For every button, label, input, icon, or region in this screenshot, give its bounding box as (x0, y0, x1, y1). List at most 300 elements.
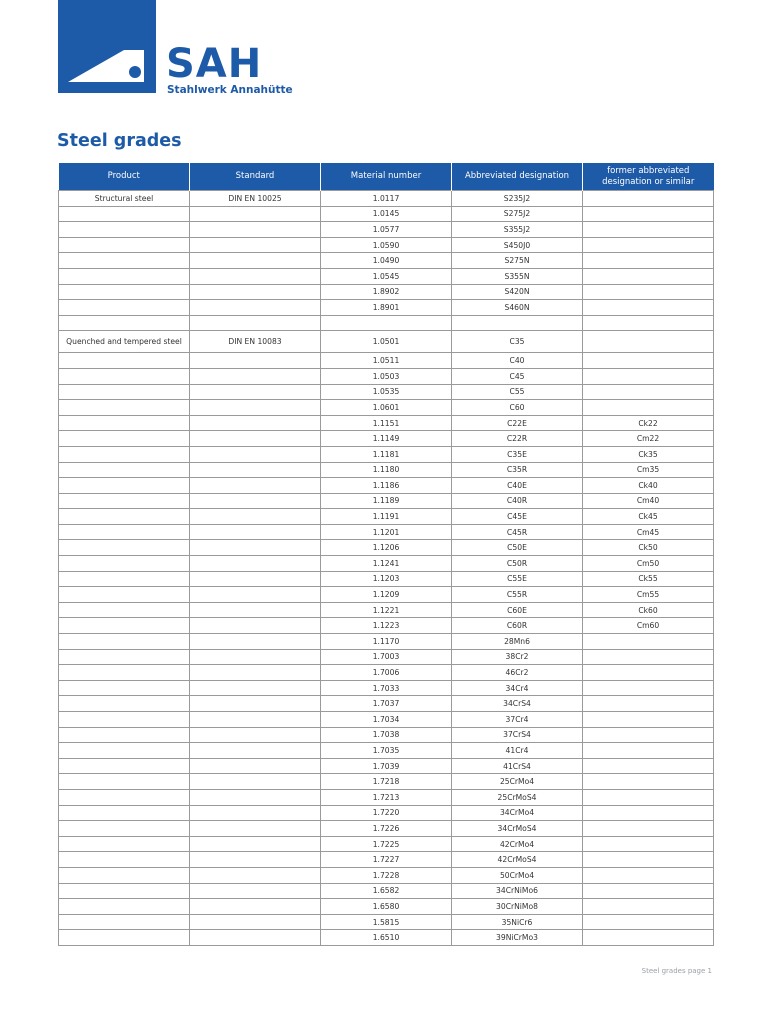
standard-cell (190, 478, 321, 494)
former-designation-cell (583, 789, 714, 805)
material-number-cell: 1.8902 (321, 284, 452, 300)
former-designation-cell (583, 743, 714, 759)
former-designation-cell (583, 353, 714, 369)
former-designation-cell (583, 649, 714, 665)
standard-cell (190, 253, 321, 269)
abbreviated-designation-cell: S355N (452, 268, 583, 284)
former-designation-cell (583, 268, 714, 284)
material-number-cell: 1.8901 (321, 300, 452, 316)
material-number-cell: 1.1203 (321, 571, 452, 587)
former-designation-cell (583, 712, 714, 728)
standard-cell (190, 353, 321, 369)
material-number-cell: 1.7038 (321, 727, 452, 743)
table-row (59, 758, 714, 774)
abbreviated-designation-cell: 30CrNiMo8 (452, 899, 583, 915)
table-row (59, 805, 714, 821)
standard-cell (190, 774, 321, 790)
material-number-cell: 1.6510 (321, 930, 452, 946)
abbreviated-designation-cell: C40R (452, 493, 583, 509)
standard-cell (190, 431, 321, 447)
header-abbreviated-designation: Abbreviated designation (452, 163, 583, 191)
product-cell (59, 883, 190, 899)
material-number-cell: 1.0117 (321, 191, 452, 207)
material-number-cell: 1.1206 (321, 540, 452, 556)
abbreviated-designation-cell: 28Mn6 (452, 634, 583, 650)
standard-cell (190, 462, 321, 478)
abbreviated-designation-cell: C35R (452, 462, 583, 478)
former-designation-cell (583, 315, 714, 331)
standard-cell (190, 805, 321, 821)
abbreviated-designation-cell: C60 (452, 400, 583, 416)
product-cell (59, 315, 190, 331)
product-cell (59, 665, 190, 681)
standard-cell (190, 509, 321, 525)
table-row (59, 300, 714, 316)
sah-logo (58, 0, 293, 98)
table-row (59, 222, 714, 238)
table-row (59, 315, 714, 331)
former-designation-cell: Ck50 (583, 540, 714, 556)
material-number-cell: 1.7033 (321, 680, 452, 696)
table-row (59, 930, 714, 946)
material-number-cell: 1.0501 (321, 331, 452, 353)
abbreviated-designation-cell: C60R (452, 618, 583, 634)
product-cell (59, 446, 190, 462)
material-number-cell (321, 315, 452, 331)
former-designation-cell (583, 284, 714, 300)
brand-subtitle: Stahlwerk Annahütte (167, 84, 293, 96)
abbreviated-designation-cell: 34CrNiMo6 (452, 883, 583, 899)
material-number-cell: 1.0545 (321, 268, 452, 284)
standard-cell (190, 852, 321, 868)
abbreviated-designation-cell: S450J0 (452, 237, 583, 253)
abbreviated-designation-cell: S275N (452, 253, 583, 269)
material-number-cell: 1.1170 (321, 634, 452, 650)
product-cell (59, 930, 190, 946)
material-number-cell: 1.0145 (321, 206, 452, 222)
table-row (59, 253, 714, 269)
table-row (59, 446, 714, 462)
product-cell (59, 602, 190, 618)
former-designation-cell (583, 821, 714, 837)
material-number-cell: 1.1181 (321, 446, 452, 462)
table-header-row (59, 163, 714, 191)
material-number-cell: 1.0503 (321, 368, 452, 384)
material-number-cell: 1.1201 (321, 524, 452, 540)
standard-cell (190, 789, 321, 805)
abbreviated-designation-cell: C50R (452, 556, 583, 572)
abbreviated-designation-cell: C40 (452, 353, 583, 369)
product-cell (59, 712, 190, 728)
table-row (59, 353, 714, 369)
standard-cell (190, 602, 321, 618)
table-body (59, 191, 714, 946)
table-row (59, 587, 714, 603)
material-number-cell: 1.7226 (321, 821, 452, 837)
standard-cell (190, 634, 321, 650)
former-designation-cell (583, 253, 714, 269)
abbreviated-designation-cell: 46Cr2 (452, 665, 583, 681)
product-cell (59, 368, 190, 384)
material-number-cell: 1.7037 (321, 696, 452, 712)
steel-grades-table (58, 163, 714, 946)
product-cell (59, 821, 190, 837)
material-number-cell: 1.1180 (321, 462, 452, 478)
former-designation-cell: Ck45 (583, 509, 714, 525)
former-designation-cell: Ck22 (583, 415, 714, 431)
former-designation-cell: Ck40 (583, 478, 714, 494)
material-number-cell: 1.7039 (321, 758, 452, 774)
product-cell: Quenched and tempered steel (59, 331, 190, 353)
product-cell (59, 867, 190, 883)
standard-cell (190, 618, 321, 634)
material-number-cell: 1.1151 (321, 415, 452, 431)
standard-cell (190, 446, 321, 462)
product-cell (59, 415, 190, 431)
standard-cell (190, 712, 321, 728)
former-designation-cell (583, 696, 714, 712)
table-row (59, 680, 714, 696)
product-cell (59, 571, 190, 587)
material-number-cell: 1.0511 (321, 353, 452, 369)
product-cell (59, 696, 190, 712)
former-designation-cell (583, 368, 714, 384)
former-designation-cell (583, 805, 714, 821)
product-cell (59, 914, 190, 930)
former-designation-cell (583, 665, 714, 681)
standard-cell (190, 696, 321, 712)
table-row (59, 618, 714, 634)
product-cell (59, 524, 190, 540)
product-cell (59, 284, 190, 300)
former-designation-cell: Ck35 (583, 446, 714, 462)
table-row (59, 649, 714, 665)
standard-cell (190, 493, 321, 509)
former-designation-cell (583, 191, 714, 207)
material-number-cell: 1.0601 (321, 400, 452, 416)
abbreviated-designation-cell: C50E (452, 540, 583, 556)
table-row (59, 400, 714, 416)
former-designation-cell: Cm35 (583, 462, 714, 478)
abbreviated-designation-cell: 25CrMo4 (452, 774, 583, 790)
material-number-cell: 1.7213 (321, 789, 452, 805)
standard-cell (190, 649, 321, 665)
standard-cell (190, 883, 321, 899)
table-row (59, 836, 714, 852)
former-designation-cell (583, 206, 714, 222)
table-row (59, 478, 714, 494)
table-row (59, 883, 714, 899)
product-cell (59, 300, 190, 316)
table-row (59, 852, 714, 868)
former-designation-cell (583, 758, 714, 774)
product-cell (59, 206, 190, 222)
material-number-cell: 1.0577 (321, 222, 452, 238)
standard-cell (190, 237, 321, 253)
material-number-cell: 1.0490 (321, 253, 452, 269)
standard-cell (190, 300, 321, 316)
table-row (59, 415, 714, 431)
product-cell (59, 556, 190, 572)
table-row (59, 540, 714, 556)
table-row (59, 493, 714, 509)
standard-cell (190, 758, 321, 774)
header-product: Product (59, 163, 190, 191)
material-number-cell: 1.0535 (321, 384, 452, 400)
standard-cell (190, 222, 321, 238)
material-number-cell: 1.1191 (321, 509, 452, 525)
abbreviated-designation-cell: 50CrMo4 (452, 867, 583, 883)
table-row (59, 206, 714, 222)
table-row (59, 431, 714, 447)
standard-cell (190, 665, 321, 681)
table-row (59, 462, 714, 478)
product-cell (59, 805, 190, 821)
material-number-cell: 1.6582 (321, 883, 452, 899)
material-number-cell: 1.1241 (321, 556, 452, 572)
former-designation-cell (583, 867, 714, 883)
former-designation-cell (583, 680, 714, 696)
table-row (59, 821, 714, 837)
abbreviated-designation-cell: C55R (452, 587, 583, 603)
table-row (59, 556, 714, 572)
table-row (59, 571, 714, 587)
abbreviated-designation-cell: 37Cr4 (452, 712, 583, 728)
abbreviated-designation-cell: S275J2 (452, 206, 583, 222)
material-number-cell: 1.5815 (321, 914, 452, 930)
table-row (59, 899, 714, 915)
table-row (59, 774, 714, 790)
table-row (59, 634, 714, 650)
table-row (59, 696, 714, 712)
former-designation-cell (583, 930, 714, 946)
table-row (59, 509, 714, 525)
former-designation-cell (583, 852, 714, 868)
former-designation-cell (583, 300, 714, 316)
material-number-cell: 1.7034 (321, 712, 452, 728)
standard-cell (190, 384, 321, 400)
product-cell (59, 268, 190, 284)
product-cell (59, 509, 190, 525)
material-number-cell: 1.7006 (321, 665, 452, 681)
product-cell (59, 493, 190, 509)
table-row (59, 743, 714, 759)
standard-cell (190, 368, 321, 384)
standard-cell (190, 524, 321, 540)
header-material-number: Material number (321, 163, 452, 191)
former-designation-cell: Cm40 (583, 493, 714, 509)
product-cell (59, 587, 190, 603)
material-number-cell: 1.7218 (321, 774, 452, 790)
abbreviated-designation-cell: 25CrMoS4 (452, 789, 583, 805)
abbreviated-designation-cell: 42CrMoS4 (452, 852, 583, 868)
standard-cell (190, 899, 321, 915)
former-designation-cell (583, 222, 714, 238)
abbreviated-designation-cell: 34CrS4 (452, 696, 583, 712)
former-designation-cell (583, 634, 714, 650)
abbreviated-designation-cell: C22E (452, 415, 583, 431)
standard-cell (190, 836, 321, 852)
abbreviated-designation-cell: C35E (452, 446, 583, 462)
product-cell (59, 237, 190, 253)
former-designation-cell: Ck60 (583, 602, 714, 618)
abbreviated-designation-cell: 39NiCrMo3 (452, 930, 583, 946)
material-number-cell: 1.7227 (321, 852, 452, 868)
table-row (59, 284, 714, 300)
material-number-cell: 1.1223 (321, 618, 452, 634)
header-former-designation: former abbreviated designation or similar (583, 163, 714, 191)
page-title: Steel grades (57, 131, 182, 151)
table-row (59, 665, 714, 681)
former-designation-cell (583, 899, 714, 915)
material-number-cell: 1.7003 (321, 649, 452, 665)
former-designation-cell (583, 883, 714, 899)
abbreviated-designation-cell: C45 (452, 368, 583, 384)
standard-cell: DIN EN 10025 (190, 191, 321, 207)
former-designation-cell: Cm50 (583, 556, 714, 572)
material-number-cell: 1.7220 (321, 805, 452, 821)
abbreviated-designation-cell: C60E (452, 602, 583, 618)
standard-cell: DIN EN 10083 (190, 331, 321, 353)
abbreviated-designation-cell: S235J2 (452, 191, 583, 207)
standard-cell (190, 571, 321, 587)
table-row (59, 602, 714, 618)
abbreviated-designation-cell: S420N (452, 284, 583, 300)
former-designation-cell (583, 331, 714, 353)
abbreviated-designation-cell: 41Cr4 (452, 743, 583, 759)
material-number-cell: 1.1186 (321, 478, 452, 494)
former-designation-cell: Ck55 (583, 571, 714, 587)
abbreviated-designation-cell: C55 (452, 384, 583, 400)
material-number-cell: 1.7228 (321, 867, 452, 883)
material-number-cell: 1.1209 (321, 587, 452, 603)
product-cell (59, 727, 190, 743)
table-row (59, 914, 714, 930)
standard-cell (190, 284, 321, 300)
brand-name: SAH (166, 41, 263, 87)
standard-cell (190, 867, 321, 883)
standard-cell (190, 743, 321, 759)
abbreviated-designation-cell: 35NiCr6 (452, 914, 583, 930)
standard-cell (190, 415, 321, 431)
product-cell (59, 649, 190, 665)
abbreviated-designation-cell: S460N (452, 300, 583, 316)
table-row (59, 268, 714, 284)
standard-cell (190, 315, 321, 331)
former-designation-cell (583, 727, 714, 743)
abbreviated-designation-cell (452, 315, 583, 331)
table-row (59, 384, 714, 400)
ramp-icon (58, 0, 156, 93)
material-number-cell: 1.7035 (321, 743, 452, 759)
standard-cell (190, 727, 321, 743)
product-cell: Structural steel (59, 191, 190, 207)
abbreviated-designation-cell: 34CrMoS4 (452, 821, 583, 837)
product-cell (59, 222, 190, 238)
abbreviated-designation-cell: C35 (452, 331, 583, 353)
logo-mark (58, 0, 156, 93)
product-cell (59, 634, 190, 650)
product-cell (59, 680, 190, 696)
product-cell (59, 836, 190, 852)
former-designation-cell: Cm45 (583, 524, 714, 540)
standard-cell (190, 540, 321, 556)
table-row (59, 524, 714, 540)
table-row (59, 789, 714, 805)
material-number-cell: 1.7225 (321, 836, 452, 852)
standard-cell (190, 556, 321, 572)
former-designation-cell (583, 774, 714, 790)
material-number-cell: 1.0590 (321, 237, 452, 253)
abbreviated-designation-cell: S355J2 (452, 222, 583, 238)
product-cell (59, 384, 190, 400)
product-cell (59, 400, 190, 416)
material-number-cell: 1.6580 (321, 899, 452, 915)
product-cell (59, 852, 190, 868)
product-cell (59, 618, 190, 634)
abbreviated-designation-cell: 38Cr2 (452, 649, 583, 665)
product-cell (59, 478, 190, 494)
standard-cell (190, 821, 321, 837)
former-designation-cell: Cm55 (583, 587, 714, 603)
table-row (59, 368, 714, 384)
abbreviated-designation-cell: C45R (452, 524, 583, 540)
table-row (59, 331, 714, 353)
abbreviated-designation-cell: 34CrMo4 (452, 805, 583, 821)
abbreviated-designation-cell: C55E (452, 571, 583, 587)
former-designation-cell (583, 237, 714, 253)
page-footer: Steel grades page 1 (641, 967, 712, 975)
former-designation-cell (583, 400, 714, 416)
product-cell (59, 462, 190, 478)
former-designation-cell (583, 914, 714, 930)
product-cell (59, 431, 190, 447)
header-standard: Standard (190, 163, 321, 191)
standard-cell (190, 400, 321, 416)
standard-cell (190, 587, 321, 603)
standard-cell (190, 914, 321, 930)
standard-cell (190, 680, 321, 696)
product-cell (59, 743, 190, 759)
standard-cell (190, 206, 321, 222)
table-row (59, 727, 714, 743)
material-number-cell: 1.1221 (321, 602, 452, 618)
material-number-cell: 1.1149 (321, 431, 452, 447)
product-cell (59, 774, 190, 790)
table-row (59, 191, 714, 207)
abbreviated-designation-cell: 41CrS4 (452, 758, 583, 774)
product-cell (59, 253, 190, 269)
table-row (59, 712, 714, 728)
abbreviated-designation-cell: C40E (452, 478, 583, 494)
abbreviated-designation-cell: 37CrS4 (452, 727, 583, 743)
abbreviated-designation-cell: 34Cr4 (452, 680, 583, 696)
former-designation-cell: Cm60 (583, 618, 714, 634)
abbreviated-designation-cell: C45E (452, 509, 583, 525)
former-designation-cell (583, 836, 714, 852)
product-cell (59, 540, 190, 556)
former-designation-cell: Cm22 (583, 431, 714, 447)
product-cell (59, 899, 190, 915)
table-row (59, 237, 714, 253)
former-designation-cell (583, 384, 714, 400)
product-cell (59, 353, 190, 369)
material-number-cell: 1.1189 (321, 493, 452, 509)
product-cell (59, 789, 190, 805)
table-row (59, 867, 714, 883)
standard-cell (190, 930, 321, 946)
abbreviated-designation-cell: 42CrMo4 (452, 836, 583, 852)
